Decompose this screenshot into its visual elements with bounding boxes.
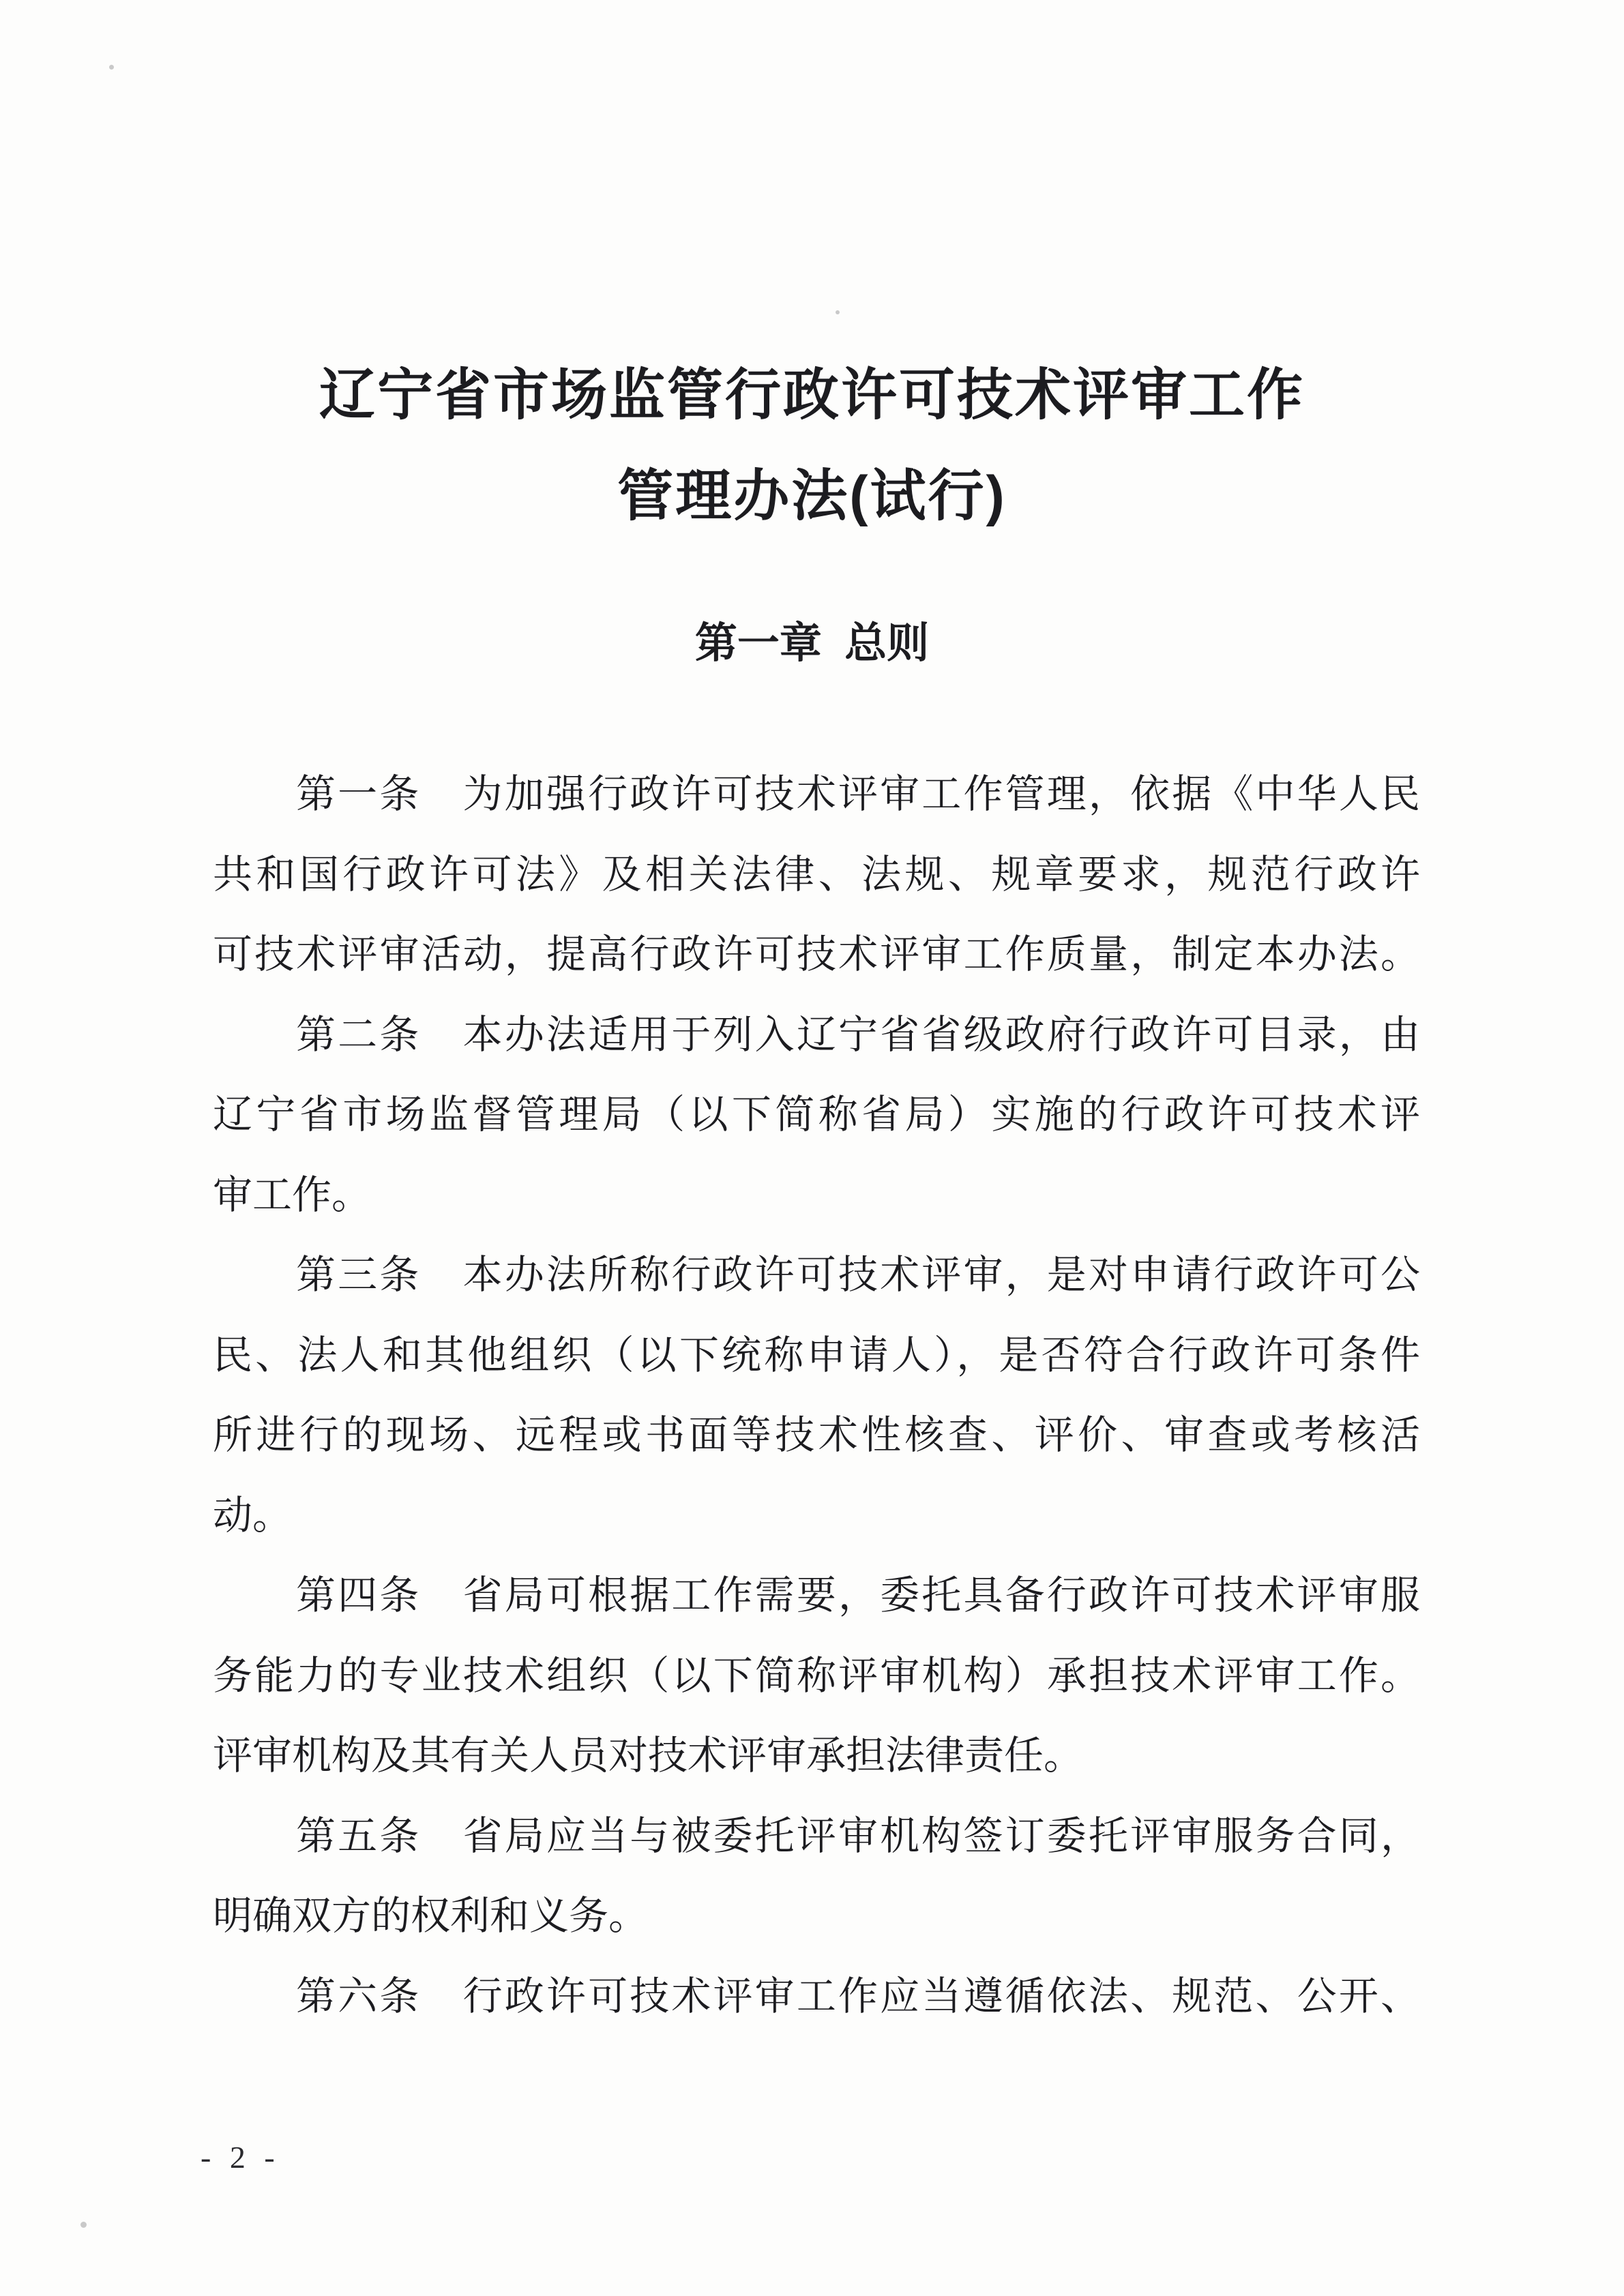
document-title-line-1: 辽宁省市场监管行政许可技术评审工作 (319, 364, 1305, 426)
text-line: 明确双方的权利和义务。 (213, 1894, 649, 1938)
document-body (213, 754, 1420, 2036)
text-line: 第五条 省局应当与被委托评审机构签订委托评审服务合同， (296, 1813, 1420, 1858)
paragraph-article-2 (213, 995, 1420, 1236)
paragraph-article-4 (213, 1555, 1420, 1796)
paragraph-article-5 (213, 1796, 1420, 1956)
text-line: 第三条 本办法所称行政许可技术评审，是对申请行政许可公 (296, 1253, 1420, 1297)
text-line: 辽宁省市场监督管理局（以下简称省局）实施的行政许可技术评 (213, 1092, 1420, 1137)
text-line: 动。 (213, 1493, 293, 1538)
page-number: - 2 - (201, 2140, 280, 2175)
text-line: 所进行的现场、远程或书面等技术性核查、评价、审查或考核活 (213, 1413, 1420, 1457)
scan-speck (836, 310, 840, 314)
scan-speck (109, 65, 114, 70)
document-title-line-2: 管理办法(试行) (617, 465, 1007, 527)
text-line: 第四条 省局可根据工作需要，委托具备行政许可技术评审服 (296, 1573, 1420, 1617)
scan-speck (80, 2222, 87, 2228)
text-line: 评审机构及其有关人员对技术评审承担法律责任。 (213, 1733, 1084, 1778)
paragraph-article-6 (213, 1956, 1420, 2037)
text-line: 可技术评审活动，提高行政许可技术评审工作质量，制定本办法。 (213, 932, 1420, 976)
document-title (0, 345, 1624, 547)
text-line: 第二条 本办法适用于列入辽宁省省级政府行政许可目录，由 (296, 1012, 1420, 1057)
paragraph-article-1 (213, 754, 1420, 995)
chapter-heading: 第一章 总则 (694, 620, 930, 667)
text-line: 审工作。 (213, 1172, 372, 1217)
text-line: 务能力的专业技术组织（以下简称评审机构）承担技术评审工作。 (213, 1653, 1420, 1698)
text-line: 共和国行政许可法》及相关法律、法规、规章要求，规范行政许 (213, 852, 1420, 897)
text-line: 第一条 为加强行政许可技术评审工作管理，依据《中华人民 (296, 772, 1420, 816)
paragraph-article-3 (213, 1235, 1420, 1555)
text-line: 民、法人和其他组织（以下统称申请人），是否符合行政许可条件 (213, 1332, 1420, 1377)
text-line: 第六条 行政许可技术评审工作应当遵循依法、规范、公开、 (296, 1973, 1420, 2018)
